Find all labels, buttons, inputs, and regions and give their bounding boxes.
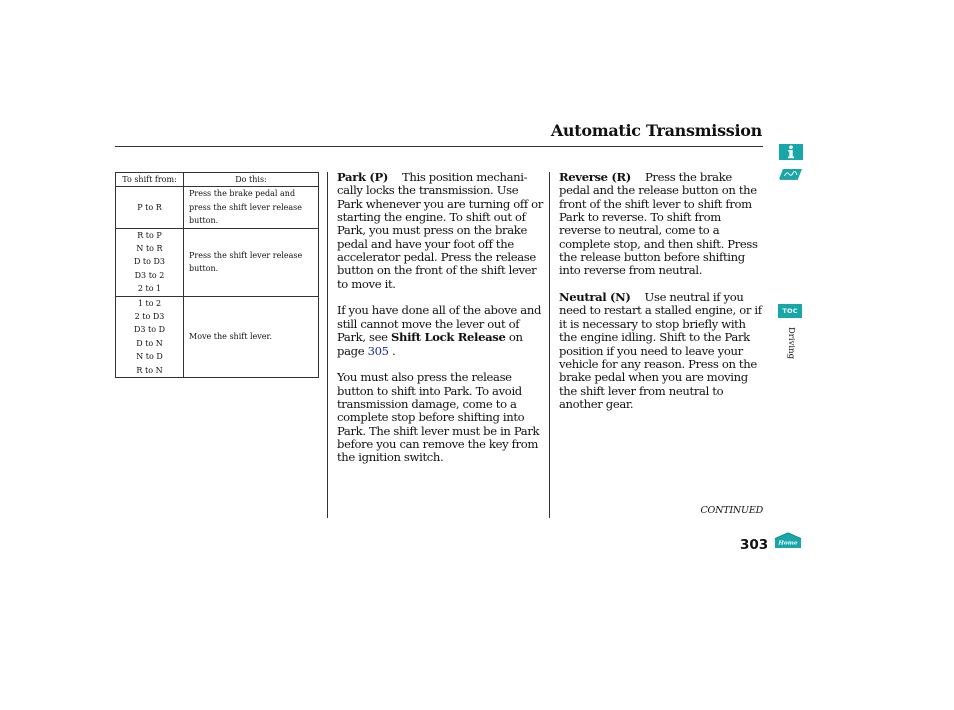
column-divider-1 — [327, 172, 328, 518]
shift-from-value: R to P — [137, 230, 162, 240]
body-line: into reverse from neutral. — [559, 263, 703, 278]
title-divider — [115, 146, 763, 147]
index-icon[interactable] — [778, 166, 803, 182]
body-line: position if you need to leave your — [559, 343, 743, 358]
action-text: Move the shift lever. — [189, 332, 273, 342]
shift-table — [115, 172, 319, 378]
table-cell-from — [116, 228, 184, 296]
shift-from-value: P to R — [137, 202, 162, 212]
shift-from-value: 2 to D3 — [134, 312, 165, 322]
shift-from-value: D3 to D — [133, 325, 166, 335]
body-line: it is necessary to stop briefly with — [559, 316, 746, 331]
shift-from-value: D to D3 — [133, 257, 166, 267]
body-line: vehicle for any reason. Press on the — [559, 356, 757, 371]
info-icon[interactable] — [779, 144, 803, 160]
toc-button[interactable]: TOC — [778, 304, 802, 318]
action-text: Press the brake pedal and — [189, 189, 296, 199]
body-line: another gear. — [559, 396, 634, 411]
table-cell-from — [116, 187, 184, 228]
body-line: front of the shift lever to shift from — [559, 196, 752, 211]
table-header-action: Do this: — [184, 173, 319, 187]
page-number: 303 — [740, 537, 769, 553]
table-header-row — [116, 173, 319, 187]
section-label: Driving — [786, 326, 797, 360]
body-line: complete stop, and then shift. Press — [559, 236, 758, 251]
shift-from-value: 1 to 2 — [137, 298, 162, 308]
body-line: Park to reverse. To shift from — [559, 210, 721, 225]
body-line: before you can remove the key from — [337, 436, 539, 451]
home-button[interactable] — [774, 532, 802, 549]
body-line: complete stop before shifting into — [337, 410, 525, 425]
shift-from-value: N to D — [136, 352, 163, 362]
action-text: button. — [189, 216, 219, 226]
page-title: Automatic Transmission — [550, 121, 762, 140]
table-row — [116, 296, 319, 377]
body-line: Press the brake — [644, 170, 732, 184]
table-cell-action — [184, 187, 319, 228]
body-line: If you have done all of the above and — [337, 303, 542, 318]
body-line: the release button before shifting — [559, 250, 745, 265]
page-link[interactable]: 305 — [367, 343, 389, 358]
shift-from-value: D to N — [136, 338, 163, 348]
body-line: still cannot move the lever out of — [337, 316, 520, 331]
body-line: This position mechani- — [402, 170, 528, 184]
body-line: accelerator pedal. Press the release — [337, 250, 536, 265]
body-text: . — [388, 343, 396, 358]
body-line: brake pedal when you are moving — [559, 370, 748, 385]
table-row — [116, 228, 319, 296]
body-line: to move it. — [337, 276, 396, 291]
body-line: Use neutral if you — [644, 290, 744, 305]
body-text: on — [505, 330, 523, 345]
home-label: Home — [778, 540, 798, 547]
body-text: page — [337, 343, 368, 358]
shift-lock-reference: Shift Lock Release — [391, 330, 506, 345]
action-text: press the shift lever release — [189, 202, 302, 212]
continued-label: CONTINUED — [700, 505, 763, 516]
body-text: Park, see — [337, 330, 391, 345]
reverse-heading: Reverse (R) — [559, 170, 631, 184]
body-line: Park. The shift lever must be in Park — [337, 423, 540, 438]
body-line: Park, you must press on the brake — [337, 223, 527, 238]
body-line: the shift lever from neutral to — [559, 383, 724, 398]
body-line: cally locks the transmission. Use — [337, 183, 519, 198]
shift-from-value: R to N — [136, 365, 163, 375]
body-line: reverse to neutral, come to a — [559, 223, 720, 238]
shift-from-value: 2 to 1 — [137, 284, 162, 294]
shift-from-value: N to R — [136, 244, 163, 254]
body-line: the ignition switch. — [337, 450, 444, 465]
text-column-2 — [559, 170, 762, 425]
shift-from-value: D3 to 2 — [134, 270, 165, 280]
neutral-heading: Neutral (N) — [559, 290, 631, 305]
body-line: button on the front of the shift lever — [337, 263, 537, 278]
body-line: You must also press the release — [337, 370, 512, 385]
action-text: Press the shift lever release — [189, 250, 303, 260]
column-divider-2 — [549, 172, 550, 518]
body-line: the engine idling. Shift to the Park — [559, 330, 750, 345]
info-glyph — [786, 145, 796, 159]
release-paragraph — [337, 371, 543, 464]
body-line: starting the engine. To shift out of — [337, 210, 526, 225]
table-row — [116, 187, 319, 228]
table-cell-action — [184, 228, 319, 296]
body-line: button to shift into Park. To avoid — [337, 383, 522, 398]
table-cell-from — [116, 296, 184, 377]
table-cell-action — [184, 296, 319, 377]
park-heading: Park (P) — [337, 170, 388, 184]
body-line: Park whenever you are turning off or — [337, 196, 543, 211]
body-line: need to restart a stalled engine, or if — [559, 303, 762, 318]
table-header-from: To shift from: — [116, 173, 184, 187]
action-text: button. — [189, 264, 219, 274]
body-line: pedal and the release button on the — [559, 183, 757, 198]
neutral-paragraph — [559, 290, 762, 411]
section-tab — [781, 322, 801, 364]
body-line: transmission damage, come to a — [337, 396, 517, 411]
reverse-paragraph — [559, 171, 757, 278]
park-paragraph — [337, 171, 543, 291]
body-line: pedal and have your foot off the — [337, 236, 514, 251]
home-icon — [774, 532, 802, 549]
shift-lock-paragraph — [337, 304, 543, 357]
index-glyph — [778, 166, 803, 182]
text-column-1 — [337, 171, 543, 478]
